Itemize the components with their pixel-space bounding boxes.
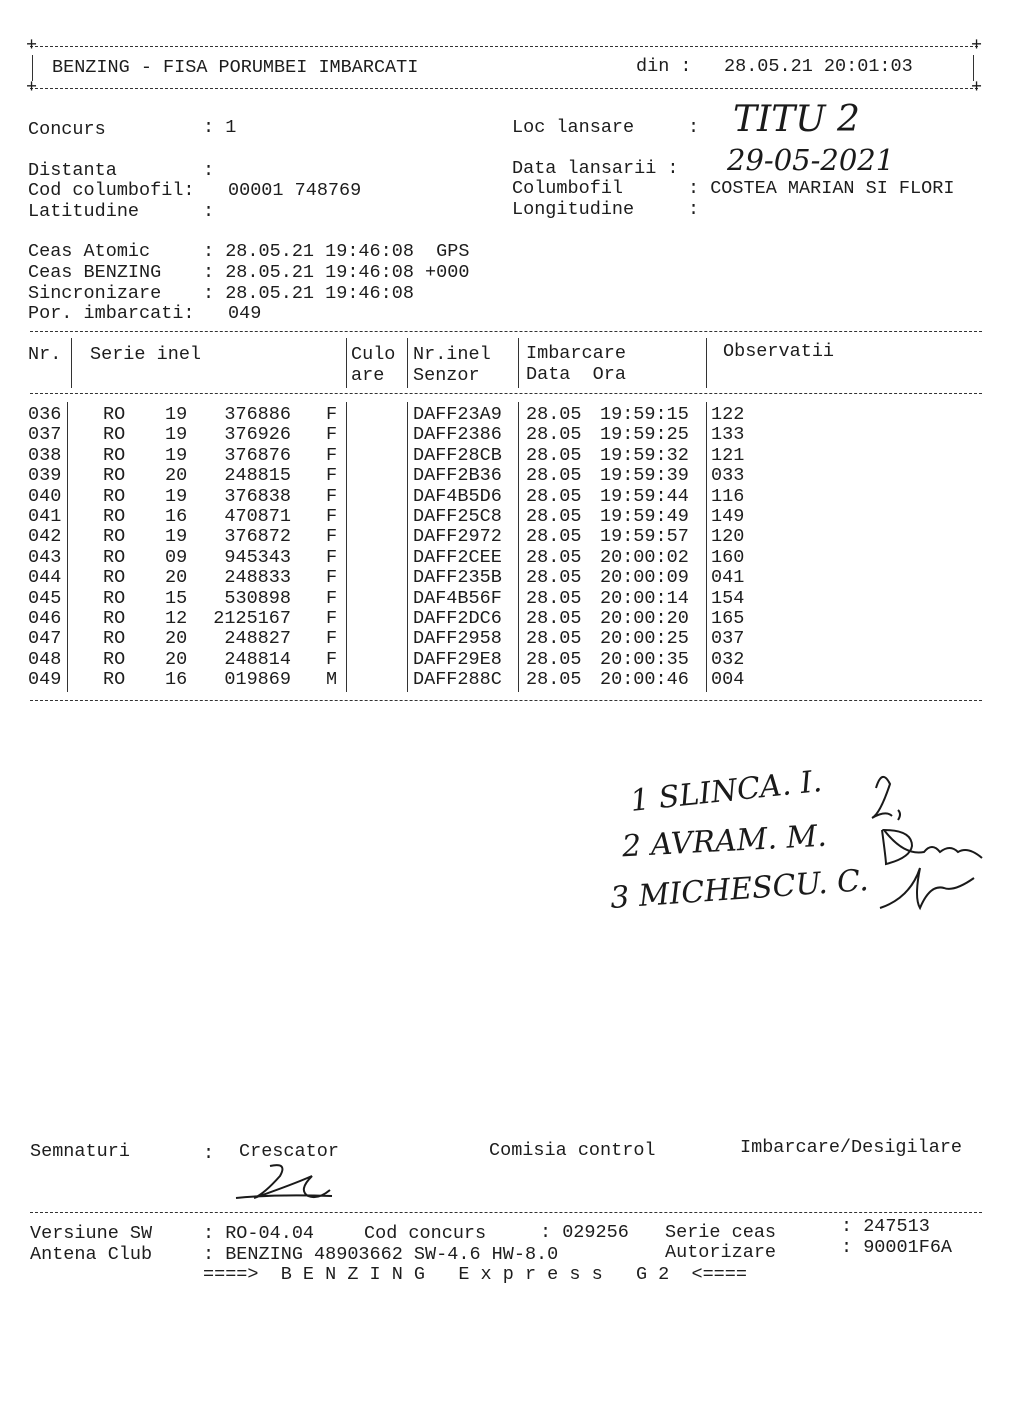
cell-nr: 038 — [28, 444, 62, 466]
cell-observatii: 120 — [711, 526, 745, 548]
header-corner: + — [26, 35, 38, 56]
cell-data: 28.05 — [526, 424, 582, 446]
cell-data: 28.05 — [526, 526, 582, 548]
cell-data: 28.05 — [526, 567, 582, 589]
cell-an: 16 — [165, 506, 188, 527]
cell-an: 19 — [165, 485, 188, 507]
cell-observatii: 122 — [711, 404, 745, 425]
table-top-border — [30, 331, 982, 332]
header-culoare-2: are — [351, 365, 385, 386]
cell-data: 28.05 — [526, 546, 582, 568]
cell-inel: 248827 — [224, 628, 291, 650]
cell-nr: 047 — [28, 628, 62, 650]
cell-sex: F — [326, 567, 338, 589]
cell-nr: 046 — [28, 608, 62, 629]
header-imbarcare-1: Imbarcare — [526, 343, 626, 364]
cell-sex: F — [326, 465, 338, 487]
cell-ora: 19:59:15 — [600, 404, 689, 425]
autorizare-label: Autorizare — [665, 1242, 777, 1263]
header-bottom-border — [30, 88, 978, 89]
cell-senzor: DAFF28CB — [413, 444, 502, 466]
cell-inel: 376838 — [224, 485, 291, 507]
cell-observatii: 004 — [711, 669, 745, 691]
cod-concurs-value: : 029256 — [540, 1222, 629, 1243]
header-nr: Nr. — [28, 344, 62, 365]
cell-data: 28.05 — [526, 608, 582, 629]
cell-ora: 20:00:35 — [600, 648, 689, 670]
cell-sex: F — [326, 526, 338, 548]
cell-senzor: DAFF2DC6 — [413, 608, 502, 629]
longitudine-label: Longitudine — [512, 199, 635, 220]
print-date-value: 28.05.21 20:01:03 — [724, 56, 913, 77]
data-lansarii-handwritten: 29-05-2021 — [727, 143, 895, 177]
sincronizare-value: : 28.05.21 19:46:08 — [203, 283, 414, 304]
table-row — [0, 548, 1024, 569]
cell-nr: 039 — [28, 465, 62, 487]
cell-senzor: DAFF25C8 — [413, 506, 502, 527]
header-corner: + — [26, 77, 38, 98]
cell-an: 20 — [165, 465, 188, 487]
cell-tara: RO — [103, 608, 126, 629]
cell-senzor: DAFF288C — [413, 669, 502, 691]
cell-an: 19 — [165, 404, 188, 425]
distanta-label: Distanta — [28, 160, 117, 181]
header-serie-inel: Serie inel — [90, 344, 202, 365]
antena-club-label: Antena Club — [30, 1244, 153, 1265]
cell-nr: 037 — [28, 424, 62, 446]
cell-observatii: 121 — [711, 444, 745, 466]
cell-sex: F — [326, 506, 338, 527]
table-row — [0, 629, 1024, 650]
cell-sex: F — [326, 424, 338, 446]
versiune-sw-label: Versiune SW — [30, 1223, 153, 1244]
cell-inel: 248815 — [224, 465, 291, 487]
cell-ora: 19:59:44 — [600, 485, 689, 507]
table-row — [0, 405, 1024, 426]
cell-tara: RO — [103, 628, 126, 650]
print-date-label: din : — [636, 56, 692, 77]
cell-data: 28.05 — [526, 404, 582, 425]
cell-ora: 20:00:09 — [600, 567, 689, 589]
table-row — [0, 487, 1024, 508]
por-imbarcati-value: 049 — [228, 303, 262, 324]
handwritten-signatures — [800, 760, 1000, 930]
cell-an: 12 — [165, 608, 188, 629]
table-row — [0, 650, 1024, 671]
header-corner: + — [971, 77, 983, 98]
footer-separator — [30, 1212, 982, 1213]
cell-tara: RO — [103, 669, 126, 691]
cell-nr: 044 — [28, 567, 62, 589]
ceas-atomic-value: : 28.05.21 19:46:08 GPS — [203, 241, 470, 262]
cell-ora: 19:59:25 — [600, 424, 689, 446]
columbofil-value: : COSTEA MARIAN SI FLORI — [688, 178, 955, 199]
cell-ora: 20:00:46 — [600, 669, 689, 691]
crescator-signature — [230, 1160, 340, 1208]
header-culoare-1: Culo — [351, 344, 396, 365]
cell-data: 28.05 — [526, 465, 582, 487]
cell-senzor: DAF4B56F — [413, 587, 502, 609]
cell-inel: 2125167 — [213, 608, 291, 629]
cell-senzor: DAF4B5D6 — [413, 485, 502, 507]
cell-an: 16 — [165, 669, 188, 691]
cell-sex: F — [326, 404, 338, 425]
table-row — [0, 589, 1024, 610]
cell-senzor: DAFF2B36 — [413, 465, 502, 487]
semnaturi-label: Semnaturi — [30, 1141, 130, 1162]
col-divider-senzor — [518, 338, 519, 388]
header-top-border — [30, 46, 978, 47]
cell-observatii: 165 — [711, 608, 745, 629]
cell-sex: F — [326, 608, 338, 629]
cell-tara: RO — [103, 485, 126, 507]
cell-an: 20 — [165, 628, 188, 650]
cell-tara: RO — [103, 444, 126, 466]
col-divider-culoare — [407, 338, 408, 388]
table-row — [0, 527, 1024, 548]
cell-tara: RO — [103, 587, 126, 609]
cell-nr: 045 — [28, 587, 62, 609]
cell-observatii: 133 — [711, 424, 745, 446]
loc-lansare-handwritten: TITU 2 — [733, 99, 860, 140]
table-row — [0, 425, 1024, 446]
versiune-sw-value: : RO-04.04 — [203, 1223, 315, 1244]
loc-lansare-label: Loc lansare — [512, 117, 635, 138]
ceas-benzing-value: : 28.05.21 19:46:08 +000 — [203, 262, 470, 283]
cell-ora: 19:59:57 — [600, 526, 689, 548]
cell-nr: 049 — [28, 669, 62, 691]
crescator-label: Crescator — [239, 1141, 339, 1162]
cell-sex: M — [326, 669, 338, 691]
table-row — [0, 609, 1024, 630]
autorizare-value: : 90001F6A — [841, 1237, 953, 1258]
cod-concurs-label: Cod concurs — [364, 1223, 487, 1244]
cell-ora: 19:59:32 — [600, 444, 689, 466]
col-divider-serie — [346, 338, 347, 388]
cell-an: 19 — [165, 526, 188, 548]
loc-lansare-colon: : — [688, 117, 700, 138]
cell-an: 15 — [165, 587, 188, 609]
imbarcare-desigilare-label: Imbarcare/Desigilare — [740, 1137, 963, 1158]
cell-tara: RO — [103, 465, 126, 487]
latitudine-label: Latitudine — [28, 201, 140, 222]
cell-inel: 530898 — [224, 587, 291, 609]
cell-senzor: DAFF2CEE — [413, 546, 502, 568]
cell-observatii: 041 — [711, 567, 745, 589]
cell-tara: RO — [103, 404, 126, 425]
cell-inel: 248833 — [224, 567, 291, 589]
header-nr-inel-1: Nr.inel — [413, 344, 491, 365]
cell-ora: 20:00:20 — [600, 608, 689, 629]
cell-data: 28.05 — [526, 587, 582, 609]
cell-an: 09 — [165, 546, 188, 568]
columbofil-label: Columbofil — [512, 178, 624, 199]
comisia-control-label: Comisia control — [489, 1140, 656, 1161]
header-imbarcare-2: Data Ora — [526, 364, 626, 385]
benzing-express-banner: ====> B E N Z I N G E x p r e s s G 2 <==== — [203, 1264, 747, 1285]
cod-columbofil-value: 00001 748769 — [228, 180, 362, 201]
cell-senzor: DAFF235B — [413, 567, 502, 589]
cell-data: 28.05 — [526, 444, 582, 466]
latitudine-value: : — [203, 201, 215, 222]
distanta-value: : — [203, 160, 215, 181]
cell-observatii: 037 — [711, 628, 745, 650]
concurs-value: : 1 — [203, 117, 237, 138]
por-imbarcati-label: Por. imbarcati: — [28, 303, 195, 324]
cell-observatii: 033 — [711, 465, 745, 487]
header-nr-inel-2: Senzor — [413, 365, 480, 386]
table-row — [0, 670, 1024, 691]
cell-data: 28.05 — [526, 628, 582, 650]
cell-observatii: 160 — [711, 546, 745, 568]
cell-an: 20 — [165, 648, 188, 670]
cell-observatii: 154 — [711, 587, 745, 609]
cell-inel: 945343 — [224, 546, 291, 568]
cell-tara: RO — [103, 424, 126, 446]
cell-an: 19 — [165, 444, 188, 466]
cell-senzor: DAFF2386 — [413, 424, 502, 446]
header-corner: + — [971, 35, 983, 56]
cell-nr: 041 — [28, 506, 62, 527]
cell-ora: 20:00:02 — [600, 546, 689, 568]
cell-an: 20 — [165, 567, 188, 589]
cell-tara: RO — [103, 648, 126, 670]
antena-club-value: : BENZING 48903662 SW-4.6 HW-8.0 — [203, 1244, 559, 1265]
handwritten-note-2: 2 AVRAM. M. — [621, 818, 828, 865]
document-title: BENZING - FISA PORUMBEI IMBARCATI — [52, 57, 419, 78]
col-divider-imbarcare — [706, 338, 707, 388]
serie-ceas-value: : 247513 — [841, 1216, 930, 1237]
semnaturi-colon: : — [203, 1143, 215, 1164]
cell-nr: 036 — [28, 404, 62, 425]
serie-ceas-label: Serie ceas — [665, 1222, 777, 1243]
cell-sex: F — [326, 444, 338, 466]
cell-inel: 376886 — [224, 404, 291, 425]
cell-sex: F — [326, 628, 338, 650]
cell-ora: 19:59:39 — [600, 465, 689, 487]
cell-an: 19 — [165, 424, 188, 446]
cell-inel: 376876 — [224, 444, 291, 466]
handwritten-note-3: 3 MICHESCU. C. — [609, 863, 870, 916]
cell-ora: 20:00:14 — [600, 587, 689, 609]
header-observatii: Observatii — [723, 341, 835, 362]
col-divider-nr — [71, 338, 72, 388]
cell-senzor: DAFF23A9 — [413, 404, 502, 425]
concurs-label: Concurs — [28, 119, 106, 140]
cod-columbofil-label: Cod columbofil: — [28, 180, 195, 201]
cell-inel: 019869 — [224, 669, 291, 691]
cell-data: 28.05 — [526, 669, 582, 691]
cell-inel: 470871 — [224, 506, 291, 527]
cell-tara: RO — [103, 567, 126, 589]
table-row — [0, 466, 1024, 487]
cell-ora: 20:00:25 — [600, 628, 689, 650]
table-header-separator — [30, 393, 982, 394]
cell-senzor: DAFF2958 — [413, 628, 502, 650]
ceas-atomic-label: Ceas Atomic — [28, 241, 151, 262]
cell-data: 28.05 — [526, 648, 582, 670]
data-lansarii-label: Data lansarii : — [512, 158, 679, 179]
cell-sex: F — [326, 546, 338, 568]
cell-observatii: 032 — [711, 648, 745, 670]
cell-sex: F — [326, 485, 338, 507]
table-row — [0, 446, 1024, 467]
cell-nr: 040 — [28, 485, 62, 507]
cell-tara: RO — [103, 506, 126, 527]
table-row — [0, 507, 1024, 528]
cell-inel: 248814 — [224, 648, 291, 670]
cell-tara: RO — [103, 526, 126, 548]
cell-observatii: 116 — [711, 485, 745, 507]
cell-nr: 043 — [28, 546, 62, 568]
cell-senzor: DAFF29E8 — [413, 648, 502, 670]
cell-observatii: 149 — [711, 506, 745, 527]
longitudine-value: : — [688, 199, 700, 220]
table-row — [0, 568, 1024, 589]
sincronizare-label: Sincronizare — [28, 283, 162, 304]
cell-nr: 048 — [28, 648, 62, 670]
cell-inel: 376926 — [224, 424, 291, 446]
cell-sex: F — [326, 648, 338, 670]
cell-data: 28.05 — [526, 485, 582, 507]
table-bottom-border — [30, 700, 982, 701]
cell-ora: 19:59:49 — [600, 506, 689, 527]
cell-sex: F — [326, 587, 338, 609]
cell-tara: RO — [103, 546, 126, 568]
cell-inel: 376872 — [224, 526, 291, 548]
cell-nr: 042 — [28, 526, 62, 548]
cell-data: 28.05 — [526, 506, 582, 527]
handwritten-note-1: 1 SLINCA. I. — [628, 764, 824, 819]
ceas-benzing-label: Ceas BENZING — [28, 262, 162, 283]
cell-senzor: DAFF2972 — [413, 526, 502, 548]
